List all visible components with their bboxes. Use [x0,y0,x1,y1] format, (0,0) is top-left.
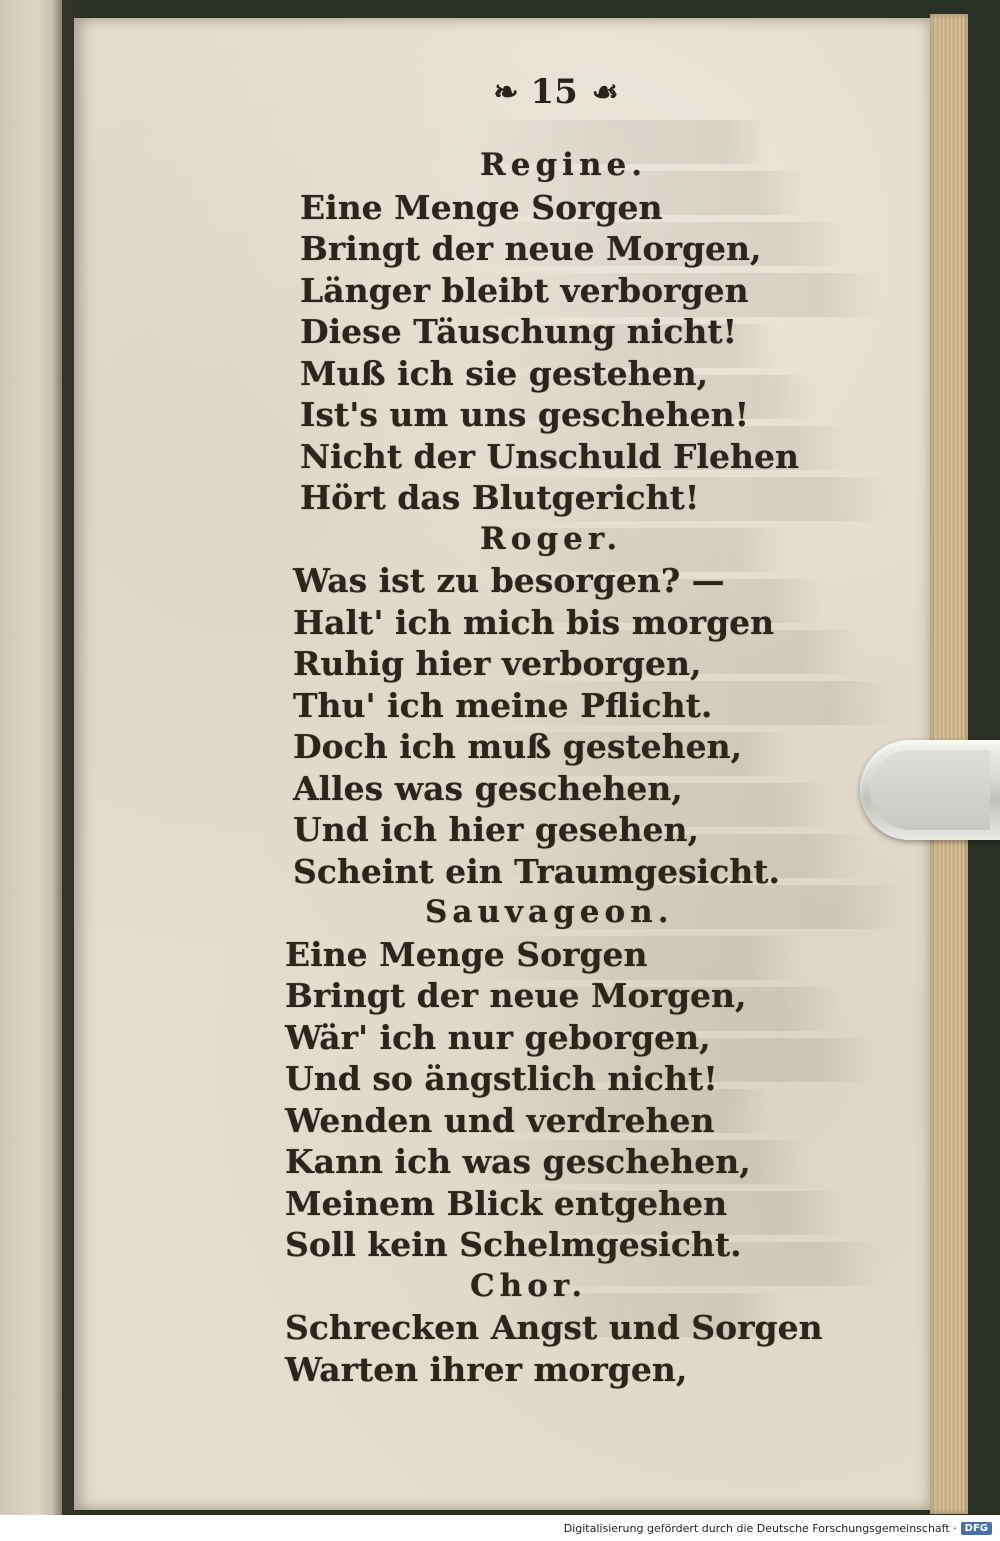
speaker-name: Chor. [470,1267,588,1304]
verse-line: Eine Menge Sorgen [285,934,648,974]
verse-line: Wenden und verdrehen [285,1100,715,1140]
verse-line: Warten ihrer morgen, [285,1349,688,1389]
verse-line: Wär' ich nur geborgen, [285,1017,711,1057]
verse-line: Und so ängstlich nicht! [285,1059,718,1098]
footer [0,1515,1000,1541]
verse-line: Meinem Blick entgehen [285,1183,728,1223]
verse-line: Scheint ein Traumgesicht. [293,851,781,891]
verse-line: Bringt der neue Morgen, [300,229,762,268]
verse-line: Ruhig hier verborgen, [293,644,702,683]
verse-line: Soll kein Schelmgesicht. [285,1225,742,1264]
verse-line: Alles was geschehen, [293,768,683,808]
verse-line: Was ist zu besorgen? — [293,561,725,600]
funding-credit: Digitalisierung gefördert durch die Deutsche Forschungsgemeinschaft · [563,1521,957,1535]
speaker-name: Roger. [480,520,623,557]
fleuron-right-icon: ☙ [591,74,617,110]
speaker-name: Sauvageon. [425,894,674,930]
verse-line: Doch ich muß gestehen, [293,727,743,766]
verse-line: Kann ich was geschehen, [285,1142,751,1181]
verse-line: Schrecken Angst und Sorgen [285,1308,823,1347]
verse-line: Nicht der Unschuld Flehen [300,436,799,476]
verse-line: Eine Menge Sorgen [300,187,663,227]
verse-line: Länger bleibt verborgen [300,270,749,310]
speaker-name: Regine. [480,147,647,183]
verse-line: Diese Täuschung nicht! [300,312,738,351]
verse-line: Ist's um uns geschehen! [300,395,750,434]
verse-line: Bringt der neue Morgen, [285,976,747,1015]
page-clip-icon [860,740,1000,840]
page-clip-inner [870,750,990,830]
page-number: 15 [530,72,578,112]
verse-line: Muß ich sie gestehen, [300,353,709,393]
verse-line: Und ich hier gesehen, [293,810,699,849]
page-header [470,68,640,116]
verse-line: Thu' ich meine Pflicht. [293,685,713,725]
dfg-logo-icon: DFG [961,1522,992,1535]
fleuron-left-icon: ❧ [493,74,517,110]
verse-line: Halt' ich mich bis morgen [293,602,775,642]
verse-line: Hört das Blutgericht! [300,478,700,517]
